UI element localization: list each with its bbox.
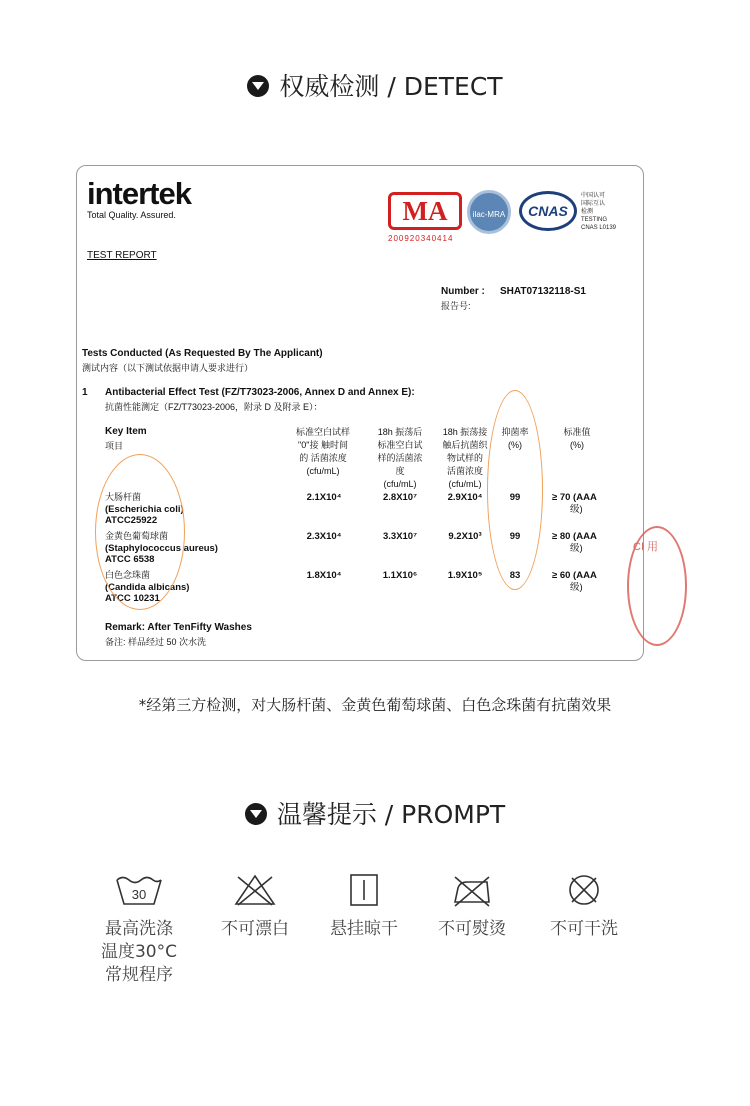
care-item-no-dry-clean: [534, 872, 634, 941]
test-report-heading: TEST REPORT: [87, 250, 157, 261]
test-number: 1: [82, 387, 88, 398]
ilac-mra-logo: ilac-MRA: [467, 190, 511, 234]
no-iron-icon: [447, 872, 497, 908]
column-header: 抑菌率 (%): [501, 427, 529, 450]
triangle-down-icon: [245, 803, 267, 825]
report-number-cn: 报告号:: [441, 301, 471, 311]
standard-cell: ≥ 80 (AAA 级): [552, 531, 597, 554]
standard-cell: ≥ 60 (AAA 级): [552, 570, 597, 593]
report-number-label: Number :: [441, 286, 485, 297]
no-dry-clean-icon: [559, 872, 609, 908]
value-cell: 2.1X10⁴: [306, 492, 342, 503]
intertek-tagline: Total Quality. Assured.: [87, 210, 176, 220]
standard-cell: ≥ 70 (AAA 级): [552, 492, 597, 515]
highlight-oval-rates: [487, 390, 543, 590]
care-item-wash: [89, 872, 189, 987]
tests-conducted-cn: 测试内容（以下测试依据申请人要求进行）: [82, 363, 254, 373]
value-cell: 2.8X10⁷: [382, 492, 418, 503]
value-cell: 3.3X10⁷: [382, 531, 418, 542]
test-title-cn: 抗菌性能测定（FZ/T73023-2006，附录 D 及附录 E）：: [105, 402, 323, 412]
organism-row: 金黄色葡萄球菌 (Staphylococcus aureus) ATCC 6538: [105, 531, 218, 565]
value-cell: 1.9X10⁵: [447, 570, 483, 581]
rate-cell: 99: [509, 531, 521, 542]
care-item-line-dry: [314, 872, 414, 941]
detect-section-title: [0, 67, 750, 103]
column-header: 18h 振荡后 标准空白试 样的活菌浓 度 (cfu/mL): [377, 427, 423, 489]
rate-cell: 99: [509, 492, 521, 503]
value-cell: 2.3X10⁴: [306, 531, 342, 542]
care-label: 不可漂白: [221, 919, 289, 939]
organism-row: 白色念珠菌 (Candida albicans) ATCC 10231: [105, 570, 190, 604]
rate-cell: 83: [509, 570, 521, 581]
value-cell: 1.8X10⁴: [306, 570, 342, 581]
key-item-header-cn: 项目: [105, 441, 124, 451]
care-label: 不可干洗: [550, 919, 618, 939]
value-cell: 2.9X10⁴: [447, 492, 483, 503]
red-seal-stamp: CI 用: [627, 526, 687, 646]
detect-title-text: 权威检测 / DETECT: [279, 72, 503, 101]
wash-30-icon: [114, 872, 164, 908]
column-header: 标准空白试样 "0"接 触时间 的 活菌浓度 (cfu/mL): [295, 427, 350, 476]
remark: Remark: After TenFifty Washes: [105, 622, 252, 633]
care-label: 不可熨烫: [438, 919, 506, 939]
highlight-oval-organisms: [95, 454, 185, 610]
intertek-logo: intertek: [87, 176, 191, 211]
prompt-section-title: [0, 795, 750, 831]
column-header: 18h 振荡接 触后抗菌织 物试样的 活菌浓度 (cfu/mL): [442, 427, 488, 489]
line-dry-icon: [339, 872, 389, 908]
svg-text:30: 30: [131, 887, 147, 902]
report-number-value: SHAT07132118-S1: [500, 286, 586, 297]
no-bleach-icon: [230, 872, 280, 908]
test-report-image: [76, 165, 659, 661]
value-cell: 1.1X10⁶: [382, 570, 418, 581]
cnas-logo: CNAS: [519, 191, 577, 231]
key-item-header: Key Item: [105, 426, 147, 437]
care-item-no-bleach: [205, 872, 305, 941]
cnas-caption: 中国认可 国际互认 检测 TESTING CNAS L0139: [581, 193, 617, 231]
organism-row: 大肠杆菌 (Escherichia coli) ATCC25922: [105, 492, 184, 526]
value-cell: 9.2X10³: [448, 531, 482, 542]
test-title: Antibacterial Effect Test (FZ/T73023-2006, Annex D and Annex E):: [105, 387, 415, 398]
column-header: 标准值 (%): [563, 427, 591, 450]
care-label: 悬挂晾干: [330, 919, 398, 939]
care-label: 最高洗涤 温度30°C 常规程序: [100, 919, 177, 985]
care-item-no-iron: [422, 872, 522, 941]
cma-logo: MA: [388, 192, 462, 230]
tests-conducted-title: Tests Conducted (As Requested By The Applicant): [82, 348, 323, 359]
cma-number: 200920340414: [388, 234, 454, 243]
triangle-down-icon: [247, 75, 269, 97]
detect-footnote: *经第三方检测，对大肠杆菌、金黄色葡萄球菌、白色念珠菌有抗菌效果: [138, 696, 612, 714]
prompt-title-text: 温馨提示 / PROMPT: [276, 800, 506, 829]
remark-cn: 备注: 样品经过 50 次水洗: [105, 637, 207, 647]
